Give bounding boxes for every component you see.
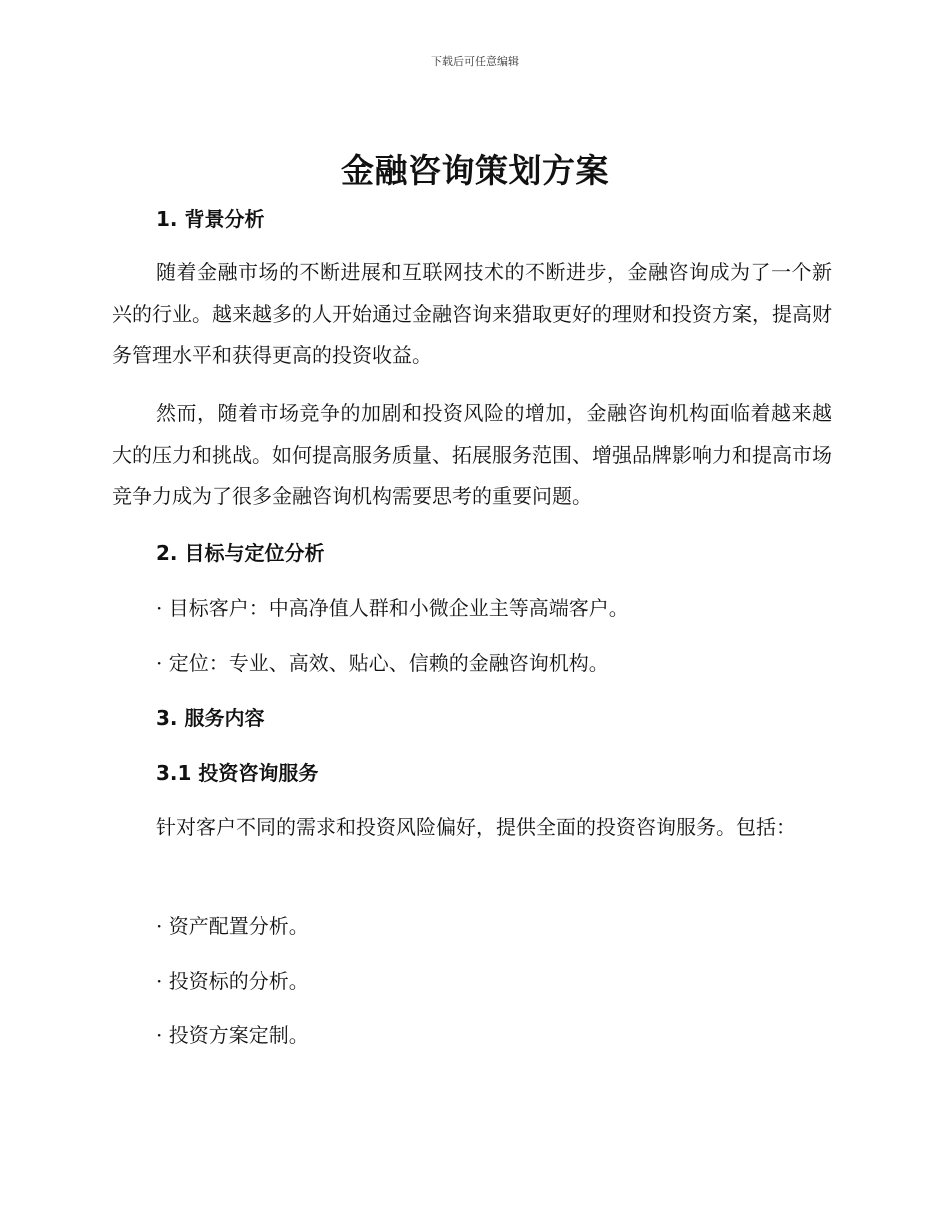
- section-heading-services: 3. 服务内容: [156, 706, 265, 730]
- goals-bullet-target-clients: · 目标客户：中高净值人群和小微企业主等高端客户。: [156, 596, 629, 620]
- goals-bullet-positioning: · 定位：专业、高效、贴心、信赖的金融咨询机构。: [156, 651, 609, 675]
- service-bullet-plan-customization: · 投资方案定制。: [156, 1023, 309, 1047]
- section-heading-background: 1. 背景分析: [156, 207, 265, 231]
- background-paragraph-2: 然而，随着市场竞争的加剧和投资风险的增加，金融咨询机构面临着越来越大的压力和挑战。如何提高服务质量、拓展服务范围、增强品牌影响力和提高市场竞争力成为了很多金融咨询机构需要思考的重要问题。: [112, 401, 832, 508]
- page-header-note: 下载后可任意编辑: [431, 55, 519, 68]
- service-bullet-investment-target: · 投资标的分析。: [156, 969, 309, 993]
- subsection-heading-investment-consulting: 3.1 投资咨询服务: [156, 761, 319, 785]
- investment-consulting-paragraph: 针对客户不同的需求和投资风险偏好，提供全面的投资咨询服务。包括：: [156, 815, 796, 839]
- document-title: 金融咨询策划方案: [341, 151, 609, 190]
- section-heading-goals: 2. 目标与定位分析: [156, 541, 325, 565]
- service-bullet-asset-allocation: · 资产配置分析。: [156, 914, 309, 938]
- background-paragraph-1: 随着金融市场的不断进展和互联网技术的不断进步，金融咨询成为了一个新兴的行业。越来越多的人开始通过金融咨询来猎取更好的理财和投资方案，提高财务管理水平和获得更高的投资收益。: [112, 260, 832, 367]
